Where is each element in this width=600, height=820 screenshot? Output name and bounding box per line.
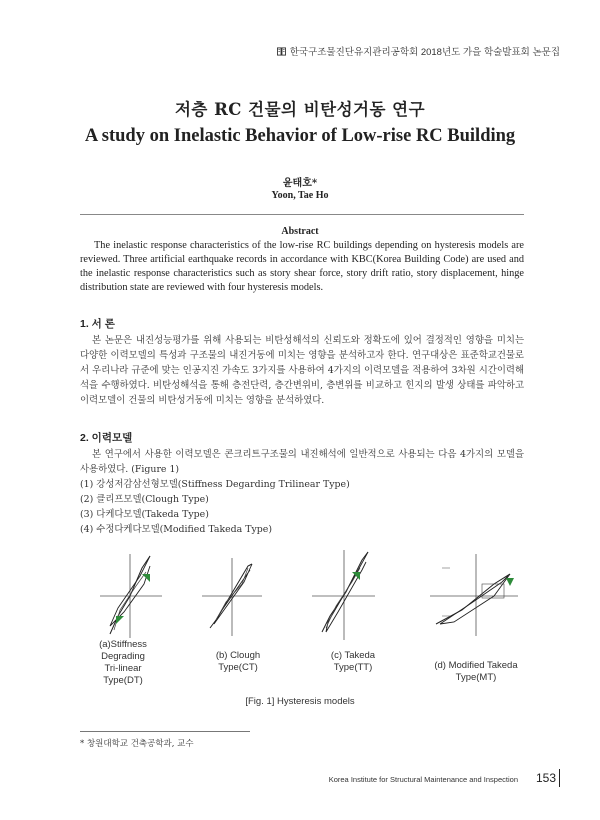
footer-organization: Korea Institute for Structural Maintenance and Inspection <box>328 775 518 784</box>
section-1-title: 1. 서 론 <box>80 318 115 330</box>
list-item: (3) 다케다모델(Takeda Type) <box>80 509 209 520</box>
journal-title: 한국구조물진단유지관리공학회 2018년도 가을 학술발표회 논문집 <box>289 47 560 58</box>
section-2-title: 2. 이력모델 <box>80 432 133 444</box>
figure-caption: [Fig. 1] Hysteresis models <box>245 696 355 707</box>
title-korean: 저층 RC 건물의 비탄성거동 연구 <box>174 100 426 119</box>
diagram-stiffness-degrading <box>100 554 162 638</box>
journal-header <box>277 44 560 58</box>
diagram-takeda <box>312 550 375 640</box>
title-divider <box>80 214 524 215</box>
page-number: 153 <box>535 771 556 785</box>
hysteresis-diagrams <box>90 546 530 641</box>
abstract-text: The inelastic response characteristics of the low-rise RC buildings depending on hysteresis models are reviewed. Three artificial earthquake records in accordance with KBC(Korea Building Code) are used and the inelastic response characteristics such as story shear force, story drift ratio, story displacement, hinge distribution state are reviewed with four hysteresis models. <box>80 240 524 293</box>
section-1-text: 본 논문은 내진성능평가를 위해 사용되는 비탄성해석의 신뢰도와 정확도에 있어 결정적인 영향을 미치는 다양한 이력모델의 특성과 구조물의 내진거동에 미치는 영향을 분석하고자 한다. 연구대상은 표준학교건물로서 우리나라 규준에 맞는 인공지진 가속도 3가지를 사용하여 4가지의 이력모델을 적용하여 3차원 시간이력해석을 수행하였다. 비탄성해석을 통해 층전단력, 층간변위비, 층변위를 비교하고 힌지의 발생 상태를 파악하고 이력모델이 건물의 비탄성거동에 미치는 영향을 분석하였다. <box>80 335 524 406</box>
abstract-heading: Abstract <box>281 226 319 237</box>
footnote: * 창원대학교 건축공학과, 교수 <box>80 739 194 749</box>
diagram-clough <box>202 558 262 636</box>
page-number-bar <box>559 769 560 787</box>
caption-dt: (a)Stiffness Degrading Tri-linear Type(DT) <box>99 639 147 686</box>
title-english: A study on Inelastic Behavior of Low-rise RC Building <box>84 126 516 146</box>
author-english: Yoon, Tae Ho <box>271 190 329 201</box>
caption-ct: (b) Clough Type(CT) <box>215 650 261 673</box>
book-icon <box>277 47 286 56</box>
hysteresis-model-list <box>80 477 524 537</box>
caption-tt: (c) Takeda Type(TT) <box>330 650 376 673</box>
footnote-divider <box>80 731 250 732</box>
diagram-modified-takeda <box>430 554 518 636</box>
list-item: (4) 수정다케다모델(Modified Takeda Type) <box>80 524 273 535</box>
list-item: (2) 클리프모델(Clough Type) <box>80 494 209 505</box>
author-korean: 윤태호* <box>282 178 318 189</box>
section-2-text: 본 연구에서 사용한 이력모델은 콘크리트구조물의 내진해석에 일반적으로 사용되는 다음 4가지의 모델을 사용하였다. (Figure 1) <box>80 449 524 475</box>
caption-mt: (d) Modified Takeda Type(MT) <box>434 660 518 683</box>
list-item: (1) 강성저감삼선형모델(Stiffness Degarding Trilinear Type) <box>80 479 350 490</box>
